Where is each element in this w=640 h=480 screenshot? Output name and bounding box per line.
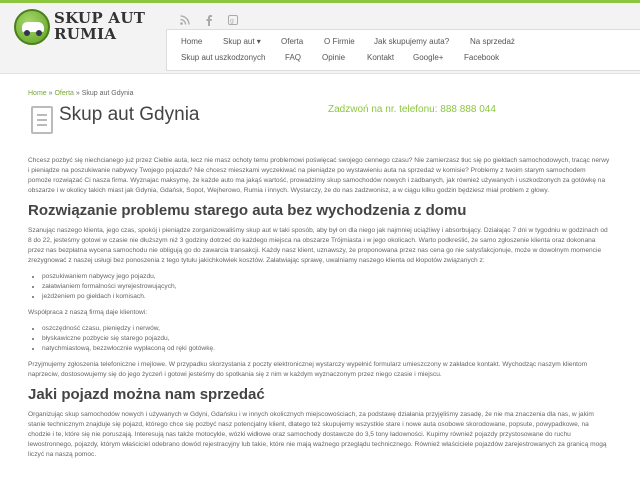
nav-item-skup-aut[interactable]: Skup aut ▾ <box>223 37 261 46</box>
rss-icon[interactable] <box>178 15 192 29</box>
paragraph: Szanując naszego klienta, jego czas, spokój i pieniądze zorganizowaliśmy skup aut w taki sposób, aby był on dla niego jak najmniej uciążliwy i absorbujący. Działając 7 dni w tygodniu w godzinach od 8 do 22, jesteśmy gotowi w czasie nie dłuższym niż 3 godziny dotrzeć do każdego miejsca na obszarze Trójmiasta i w jego okolicach. Warto podkreślić, że samo zgłoszenie klienta oraz dokonana przez nas bezpłatna wycena samochodu nie obligują go do zawarcia transakcji. Każdy nasz klient, uznawszy, że proponowana przez nas cena go nie satysfakcjonuje, może w dowolnym momencie zrezygnować z naszej usługi bez ponoszenia z tego tytułu jakichkolwiek kosztów. Załatwiając sprawę, uwalniamy naszego klienta od kłopotów związanych z: <box>28 227 608 264</box>
nav-item-jak-skupujemy[interactable]: Jak skupujemy auta? <box>374 37 450 46</box>
nav-item-kontakt[interactable]: Kontakt <box>367 53 395 62</box>
nav-item-opinie[interactable]: Opinie <box>322 53 346 62</box>
main-navigation <box>166 29 640 71</box>
list-item: • natychmiastową, bezzwłocznie wypłaconą od ręki gotówkę. <box>42 344 610 354</box>
nav-item-na-sprzedaz[interactable]: Na sprzedaż <box>470 37 515 46</box>
breadcrumb-separator: » <box>46 90 55 97</box>
paragraph: Organizując skup samochodów nowych i używanych w Gdyni, Gdańsku i w innych okolicznych miejscowościach, za podstawę działania przyjęliśmy zasadę, że nie ma znaczenia dla nas, w jakim stanie technicznym znajduje się pojazd, którego chce się pozbyć nasz potencjalny klient, dlatego też skupujemy wszystkie stare i nowe auta osobowe skorodowane, popsute, powypadkowe, na chodzie i te, które się nie poruszają. Interesują nas także motocykle, wózki widłowe oraz samochody dostawcze do 3,5 tony ładowności. Kupimy również pojazdy przystosowane do ruchu lewostronnego, pojazdy, którym właściciel odebrano dowód rejestracyjny lub takie, które nie mają ważnego przeglądu technicznego. Również właściciele pojazdów zarejestrowanych za granicą mogą liczyć na naszą pomoc. <box>28 411 607 458</box>
nav-item-skup-uszkodzonych[interactable]: Skup aut uszkodzonych <box>181 53 266 62</box>
site-logo[interactable] <box>14 9 164 49</box>
paragraph: Przyjmujemy zgłoszenia telefoniczne i mejlowe. W przypadku skorzystania z poczty elektronicznej wystarczy wypełnić formularz umieszczony w zakładce kontakt. Wychodząc naszym klientom naprzeciw, dostosowujemy się do jego życzeń i gotowi jesteśmy do spotkania się z nim w każdym wyznaczonym przez niego czasie i miejscu. <box>28 361 588 378</box>
page-document-icon <box>31 106 53 134</box>
page-title: Skup aut Gdynia <box>59 104 200 125</box>
breadcrumb <box>28 90 134 97</box>
main-content <box>28 156 610 466</box>
google-plus-icon[interactable] <box>226 15 240 29</box>
breadcrumb-current: Skup aut Gdynia <box>81 90 134 97</box>
benefits-list <box>28 324 610 354</box>
facebook-icon[interactable] <box>202 15 216 29</box>
nav-item-oferta[interactable]: Oferta <box>281 37 304 46</box>
nav-item-faq[interactable]: FAQ <box>285 53 302 62</box>
nav-item-google-plus[interactable]: Google+ <box>413 53 444 62</box>
breadcrumb-oferta-link[interactable]: Oferta <box>54 90 74 97</box>
list-item: • jeżdżeniem po giełdach i komisach. <box>42 292 610 302</box>
section-heading: Jaki pojazd można nam sprzedać <box>28 386 265 403</box>
list-item: • oszczędność czasu, pieniędzy i nerwów, <box>42 324 610 334</box>
problems-list <box>28 272 610 302</box>
site-header <box>0 3 640 74</box>
logo-line-1: SKUP AUT <box>54 9 146 27</box>
car-logo-icon <box>14 9 50 45</box>
breadcrumb-separator: » <box>73 90 82 97</box>
list-item: • załatwianiem formalności wyrejestrowujących, <box>42 282 610 292</box>
intro-paragraph: Chcesz pozbyć się niechcianego już przez Ciebie auta, lecz nie masz ochoty temu problemowi poświęcać swojego cennego czasu? Nie zamierzasz tłuc się po giełdach samochodowych, tracąc nerwy i pieniądze na poszukiwanie nabywcy Twojego pojazdu? Nie chcesz mieszkami wyczekiwać na pieniądze po wystawieniu auta na sprzedaż w komisie? Problemy z twoim starym samochodem pomoże rozwiązać Ci nasza firma. Wyznajac maksymę, że każde auto ma jakąś wartość, prowadzimy skup samochodów nowych i zadbanych, jak również używanych i uszkodzonych za gotówkę na obszarze i w okolicy takich miast jak Gdynia, Gdańsk, Sopot, Wejherowo, Rumia i innych. Wystarczy, że do nas zadzwonisz, a w ciągu kilku godzin będziesz miał problem z głowy. <box>28 157 610 194</box>
paragraph: Współpraca z naszą firmą daje klientowi: <box>28 309 148 316</box>
phone-call-text: Zadzwoń na nr. telefonu: 888 888 044 <box>328 104 496 115</box>
nav-item-o-firmie[interactable]: O Firmie <box>324 37 355 46</box>
list-item: • błyskawiczne pozbycie się starego pojazdu, <box>42 334 610 344</box>
logo-line-2: RUMIA <box>54 25 117 43</box>
section-heading: Rozwiązanie problemu starego auta bez wychodzenia z domu <box>28 202 467 219</box>
svg-text:g: g <box>230 17 234 25</box>
nav-item-facebook[interactable]: Facebook <box>464 53 500 62</box>
social-links <box>178 15 240 29</box>
breadcrumb-home-link[interactable]: Home <box>28 90 47 97</box>
list-item: • poszukiwaniem nabywcy jego pojazdu, <box>42 272 610 282</box>
nav-item-home[interactable]: Home <box>181 37 203 46</box>
